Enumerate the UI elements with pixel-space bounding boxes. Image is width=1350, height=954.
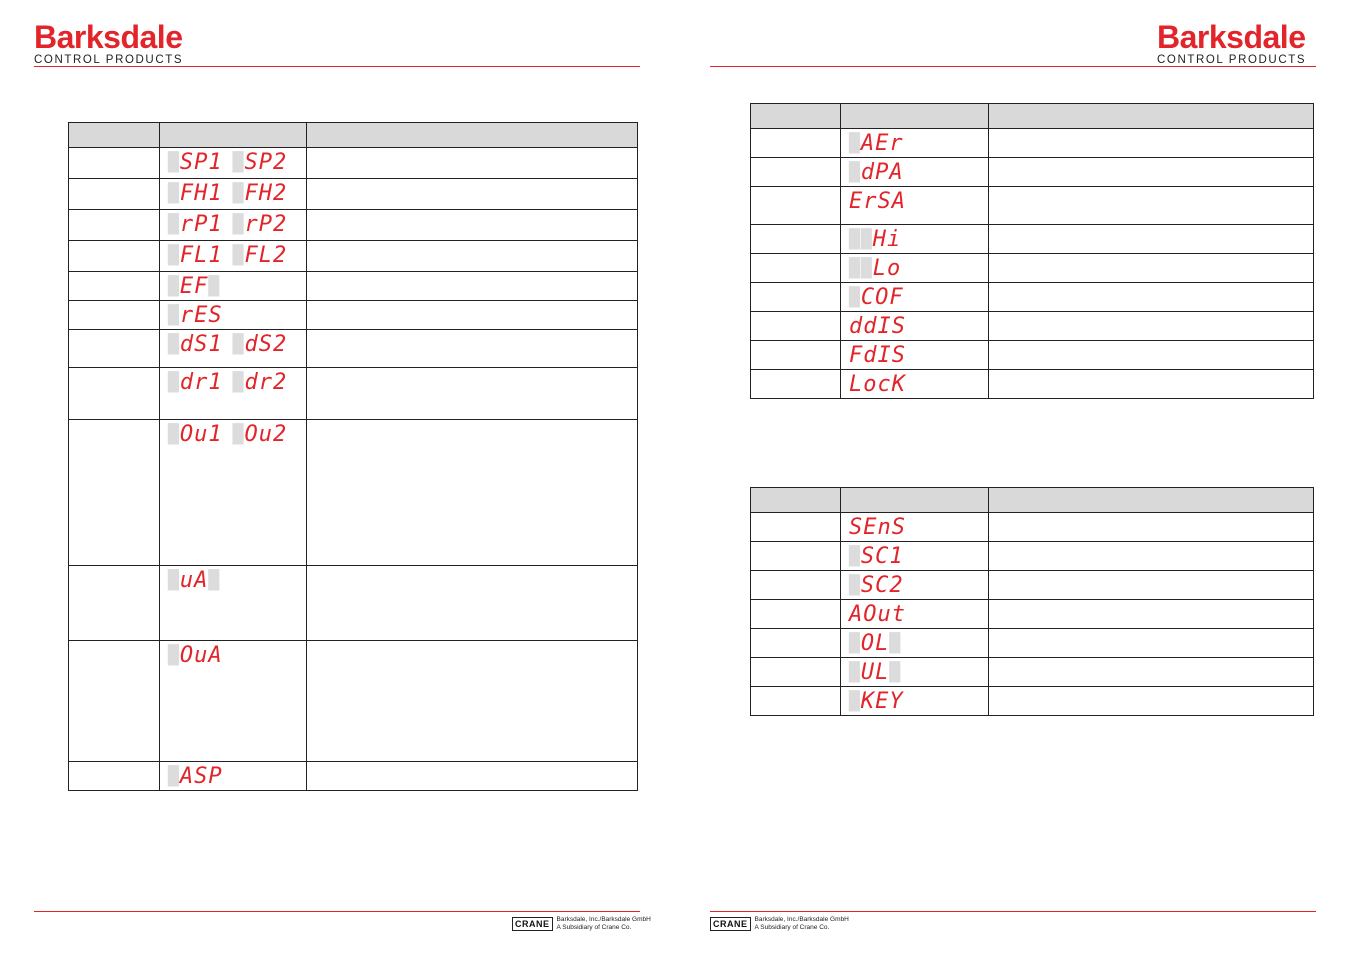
table-header-row bbox=[751, 488, 1314, 513]
lcd-code: █ O u 2 bbox=[232, 422, 288, 447]
code-cell bbox=[751, 254, 841, 283]
display-group bbox=[841, 283, 988, 310]
description-cell bbox=[307, 301, 638, 330]
display-group bbox=[160, 148, 306, 175]
description-cell bbox=[307, 420, 638, 566]
description-cell bbox=[307, 566, 638, 641]
display-group bbox=[160, 179, 306, 206]
description-cell bbox=[989, 187, 1314, 225]
display-cell bbox=[841, 129, 989, 158]
display-cell bbox=[841, 187, 989, 225]
display-group bbox=[841, 254, 988, 281]
table-row bbox=[69, 272, 638, 301]
display-cell bbox=[160, 210, 307, 241]
lcd-code: █ S C 2 bbox=[849, 573, 904, 598]
description-cell bbox=[307, 762, 638, 791]
description-cell bbox=[989, 283, 1314, 312]
lcd-code: █ d r 1 bbox=[168, 370, 223, 395]
lcd-code: █ r P 2 bbox=[232, 212, 288, 237]
display-cell bbox=[160, 330, 307, 368]
lcd-code: █ A S P bbox=[168, 764, 223, 789]
lcd-code: █ U L █ bbox=[849, 660, 902, 685]
display-group bbox=[841, 370, 988, 397]
description-cell bbox=[307, 241, 638, 272]
code-cell bbox=[69, 762, 160, 791]
footer-rule bbox=[34, 911, 640, 912]
crane-logo: CRANE bbox=[710, 917, 751, 931]
description-cell bbox=[307, 272, 638, 301]
code-cell bbox=[751, 571, 841, 600]
display-group bbox=[841, 187, 988, 214]
code-cell bbox=[751, 513, 841, 542]
footer-line-2: A Subsidiary of Crane Co. bbox=[556, 924, 632, 931]
description-cell bbox=[307, 210, 638, 241]
description-cell bbox=[989, 658, 1314, 687]
code-cell bbox=[69, 420, 160, 566]
table-row bbox=[69, 420, 638, 566]
display-group bbox=[841, 571, 988, 598]
lcd-code: E r S A bbox=[849, 189, 906, 214]
display-group bbox=[160, 641, 306, 668]
display-cell bbox=[841, 513, 989, 542]
table-row bbox=[751, 283, 1314, 312]
table-row bbox=[751, 158, 1314, 187]
display-cell bbox=[841, 312, 989, 341]
footer bbox=[512, 916, 651, 932]
table-row bbox=[751, 600, 1314, 629]
footer-text bbox=[557, 916, 651, 932]
display-group bbox=[160, 241, 306, 268]
header-rule bbox=[710, 66, 1316, 67]
description-cell bbox=[307, 148, 638, 179]
display-cell bbox=[160, 179, 307, 210]
brand-name: Barksdale bbox=[1157, 19, 1306, 55]
table-row bbox=[751, 187, 1314, 225]
lcd-code: █ S P 1 bbox=[168, 150, 223, 175]
table-row bbox=[751, 254, 1314, 283]
table-row bbox=[751, 129, 1314, 158]
table-header-row bbox=[751, 104, 1314, 129]
display-group bbox=[160, 762, 306, 789]
code-cell bbox=[751, 542, 841, 571]
table-row bbox=[69, 210, 638, 241]
table-row bbox=[751, 687, 1314, 716]
right-page bbox=[675, 0, 1350, 954]
table-row bbox=[751, 513, 1314, 542]
table-row bbox=[69, 148, 638, 179]
lcd-code: █ F L 1 bbox=[168, 243, 223, 268]
lcd-code: █ d r 2 bbox=[232, 370, 288, 395]
lcd-code: A O u t bbox=[849, 602, 906, 627]
display-cell bbox=[841, 370, 989, 399]
code-cell bbox=[751, 225, 841, 254]
display-group bbox=[841, 542, 988, 569]
display-cell bbox=[841, 629, 989, 658]
lcd-code: █ C O F bbox=[849, 285, 904, 310]
code-cell bbox=[69, 210, 160, 241]
code-cell bbox=[751, 370, 841, 399]
code-cell bbox=[751, 600, 841, 629]
lcd-code: L o c K bbox=[849, 372, 906, 397]
lcd-code: █ █ L o bbox=[849, 256, 902, 281]
code-cell bbox=[751, 283, 841, 312]
display-group bbox=[841, 687, 988, 714]
header-cell bbox=[751, 104, 841, 129]
display-group bbox=[841, 658, 988, 685]
header-cell bbox=[307, 123, 638, 148]
table-row bbox=[751, 341, 1314, 370]
code-cell bbox=[751, 129, 841, 158]
display-cell bbox=[841, 283, 989, 312]
header-cell bbox=[160, 123, 307, 148]
display-group bbox=[841, 629, 988, 656]
code-cell bbox=[69, 368, 160, 420]
table-row bbox=[69, 566, 638, 641]
lcd-code: █ r E S bbox=[168, 303, 223, 328]
brand-name: Barksdale bbox=[34, 19, 183, 55]
display-cell bbox=[160, 272, 307, 301]
footer-line-1: Barksdale, Inc./Barksdale GmbH bbox=[556, 916, 651, 923]
display-group bbox=[841, 225, 988, 252]
code-cell bbox=[751, 312, 841, 341]
table-row bbox=[751, 658, 1314, 687]
lcd-code: █ d S 2 bbox=[232, 332, 288, 357]
display-group bbox=[841, 341, 988, 368]
description-cell bbox=[307, 330, 638, 368]
description-cell bbox=[989, 600, 1314, 629]
display-group bbox=[841, 513, 988, 540]
display-group bbox=[160, 330, 306, 357]
display-cell bbox=[160, 420, 307, 566]
table-row bbox=[69, 641, 638, 762]
code-cell bbox=[69, 241, 160, 272]
display-cell bbox=[160, 641, 307, 762]
table-row bbox=[751, 629, 1314, 658]
code-cell bbox=[751, 629, 841, 658]
table-row bbox=[69, 762, 638, 791]
description-cell bbox=[989, 687, 1314, 716]
brand-subtitle: CONTROL PRODUCTS bbox=[34, 54, 184, 66]
display-cell bbox=[160, 566, 307, 641]
display-cell bbox=[841, 600, 989, 629]
lcd-code: █ d S 1 bbox=[168, 332, 223, 357]
description-cell bbox=[307, 641, 638, 762]
display-cell bbox=[841, 341, 989, 370]
lcd-code: █ O u A bbox=[168, 643, 223, 668]
display-group bbox=[160, 210, 306, 237]
description-cell bbox=[989, 629, 1314, 658]
code-cell bbox=[751, 158, 841, 187]
display-cell bbox=[160, 762, 307, 791]
footer-rule bbox=[710, 911, 1316, 912]
display-group bbox=[160, 272, 306, 299]
lcd-code: F d I S bbox=[849, 343, 906, 368]
display-group bbox=[160, 566, 306, 593]
lcd-code: █ O u 1 bbox=[168, 422, 223, 447]
lcd-code: █ A E r bbox=[849, 131, 904, 156]
display-group bbox=[160, 368, 306, 395]
display-cell bbox=[841, 225, 989, 254]
code-cell bbox=[69, 330, 160, 368]
display-cell bbox=[841, 254, 989, 283]
header-cell bbox=[841, 488, 989, 513]
description-cell bbox=[989, 225, 1314, 254]
display-group bbox=[841, 129, 988, 156]
description-cell bbox=[989, 341, 1314, 370]
description-cell bbox=[989, 370, 1314, 399]
header-cell bbox=[751, 488, 841, 513]
code-cell bbox=[751, 658, 841, 687]
lcd-code: █ r P 1 bbox=[168, 212, 223, 237]
parameter-table-right-1 bbox=[750, 103, 1314, 399]
code-cell bbox=[69, 148, 160, 179]
footer-line-1: Barksdale, Inc./Barksdale GmbH bbox=[754, 916, 849, 923]
display-cell bbox=[841, 158, 989, 187]
code-cell bbox=[69, 179, 160, 210]
description-cell bbox=[989, 312, 1314, 341]
display-group bbox=[841, 312, 988, 339]
table-row bbox=[751, 312, 1314, 341]
barksdale-logo bbox=[1157, 20, 1306, 66]
description-cell bbox=[989, 571, 1314, 600]
display-cell bbox=[160, 301, 307, 330]
display-cell bbox=[841, 571, 989, 600]
display-cell bbox=[160, 148, 307, 179]
lcd-code: █ █ H i bbox=[849, 227, 902, 252]
display-cell bbox=[160, 368, 307, 420]
description-cell bbox=[989, 254, 1314, 283]
lcd-code: S E n S bbox=[849, 515, 906, 540]
display-group bbox=[160, 420, 306, 447]
parameter-table-right-2 bbox=[750, 487, 1314, 716]
lcd-code: █ F L 2 bbox=[232, 243, 288, 268]
lcd-code: █ K E Y bbox=[849, 689, 904, 714]
table-row bbox=[69, 301, 638, 330]
code-cell bbox=[751, 341, 841, 370]
description-cell bbox=[989, 513, 1314, 542]
display-group bbox=[841, 600, 988, 627]
lcd-code: █ E F █ bbox=[168, 274, 221, 299]
barksdale-logo bbox=[34, 20, 183, 66]
display-cell bbox=[160, 241, 307, 272]
footer-text bbox=[755, 916, 849, 932]
lcd-code: █ d P A bbox=[849, 160, 904, 185]
display-group bbox=[160, 301, 306, 328]
table-row bbox=[751, 370, 1314, 399]
code-cell bbox=[69, 272, 160, 301]
display-cell bbox=[841, 542, 989, 571]
code-cell bbox=[69, 641, 160, 762]
header-cell bbox=[989, 104, 1314, 129]
table-row bbox=[69, 330, 638, 368]
lcd-code: d d I S bbox=[849, 314, 906, 339]
lcd-code: █ F H 1 bbox=[168, 181, 223, 206]
brand-subtitle: CONTROL PRODUCTS bbox=[1157, 54, 1307, 66]
display-cell bbox=[841, 658, 989, 687]
display-cell bbox=[841, 687, 989, 716]
display-group bbox=[841, 158, 988, 185]
table-header-row bbox=[69, 123, 638, 148]
lcd-code: █ S C 1 bbox=[849, 544, 904, 569]
footer-line-2: A Subsidiary of Crane Co. bbox=[754, 924, 830, 931]
table-row bbox=[751, 225, 1314, 254]
header-cell bbox=[69, 123, 160, 148]
code-cell bbox=[69, 566, 160, 641]
code-cell bbox=[69, 301, 160, 330]
description-cell bbox=[989, 158, 1314, 187]
lcd-code: █ F H 2 bbox=[232, 181, 288, 206]
parameter-table-left bbox=[68, 122, 638, 791]
description-cell bbox=[989, 542, 1314, 571]
lcd-code: █ S P 2 bbox=[232, 150, 288, 175]
description-cell bbox=[307, 368, 638, 420]
footer bbox=[710, 916, 849, 932]
header-rule bbox=[34, 66, 640, 67]
table-row bbox=[751, 571, 1314, 600]
code-cell bbox=[751, 187, 841, 225]
lcd-code: █ O L █ bbox=[849, 631, 902, 656]
table-row bbox=[751, 542, 1314, 571]
header-cell bbox=[841, 104, 989, 129]
code-cell bbox=[751, 687, 841, 716]
header-cell bbox=[989, 488, 1314, 513]
crane-logo: CRANE bbox=[512, 917, 553, 931]
table-row bbox=[69, 241, 638, 272]
lcd-code: █ u A █ bbox=[168, 568, 221, 593]
table-row bbox=[69, 368, 638, 420]
table-row bbox=[69, 179, 638, 210]
description-cell bbox=[307, 179, 638, 210]
description-cell bbox=[989, 129, 1314, 158]
